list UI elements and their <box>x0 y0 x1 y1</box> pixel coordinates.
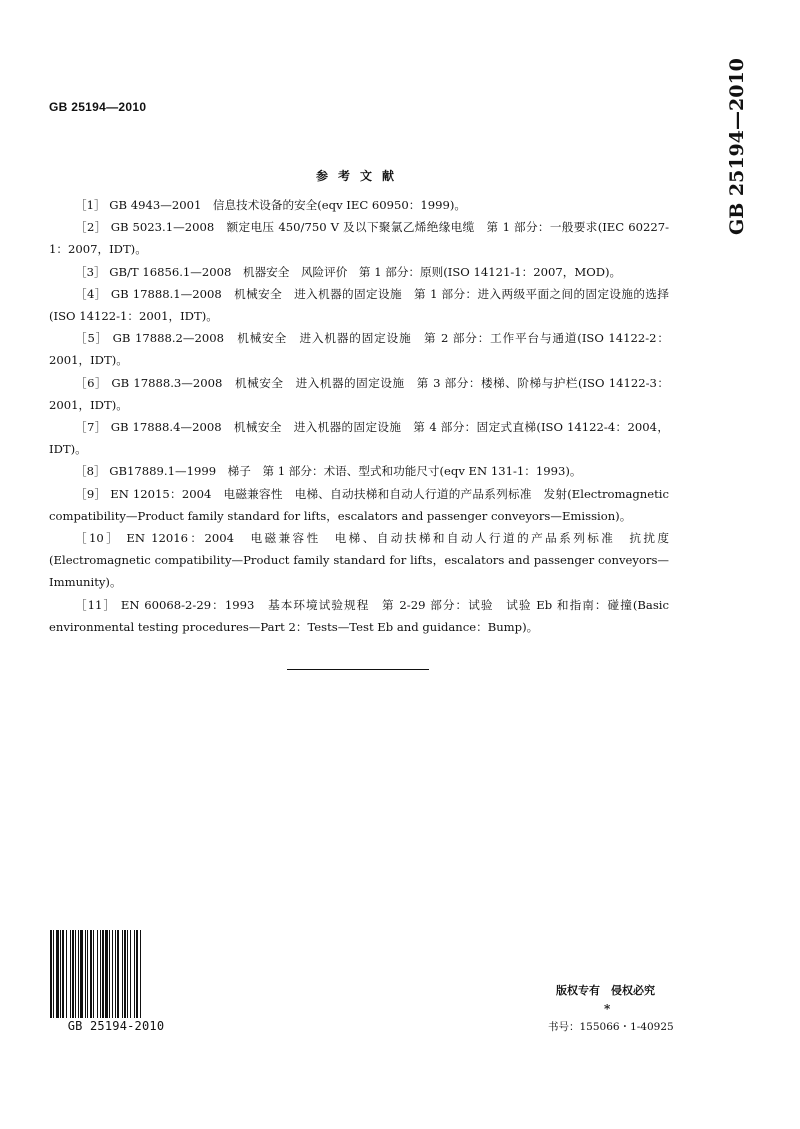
reference-item: ［5］ GB 17888.2—2008 机械安全 进入机器的固定设施 第 2 部分：工作平台与通道(ISO 14122-2：2001，IDT)。 <box>49 331 669 368</box>
reference-item: ［2］ GB 5023.1—2008 额定电压 450/750 V 及以下聚氯乙烯绝缘电缆 第 1 部分：一般要求(IEC 60227-1：2007，IDT)。 <box>49 220 669 257</box>
barcode-caption: GB 25194-2010 <box>67 1019 165 1033</box>
reference-item: ［9］ EN 12015：2004 电磁兼容性 电梯、自动扶梯和自动人行道的产品系列标准 发射(Electromagnetic compatibility—Product family standard for lifts，escalators and passenger conveyors—Emission)。 <box>49 486 669 523</box>
reference-item: ［11］ EN 60068-2-29：1993 基本环境试验规程 第 2-29 部分：试验 试验 Eb 和指南：碰撞(Basic environmental testing procedures—Part 2：Tests—Test Eb and guidance：Bump)。 <box>49 597 669 634</box>
reference-item: ［6］ GB 17888.3—2008 机械安全 进入机器的固定设施 第 3 部分：楼梯、阶梯与护栏(ISO 14122-3：2001，IDT)。 <box>49 375 669 412</box>
reference-list <box>49 194 669 638</box>
barcode-icon <box>49 930 183 1018</box>
header-standard-code: GB 25194—2010 <box>49 100 147 114</box>
barcode-block <box>49 930 183 1033</box>
reference-item: ［10］ EN 12016：2004 电磁兼容性 电梯、自动扶梯和自动人行道的产品系列标准 抗扰度(Electromagnetic compatibility—Product family standard for lifts，escalators and passenger conveyors—Immunity)。 <box>49 531 669 590</box>
reference-item: ［8］ GB17889.1—1999 梯子 第 1 部分：术语、型式和功能尺寸(eqv EN 131-1：1993)。 <box>75 464 582 479</box>
reference-item: ［3］ GB/T 16856.1—2008 机器安全 风险评价 第 1 部分：原则(ISO 14121-1：2007，MOD)。 <box>75 264 622 279</box>
reference-item: ［1］ GB 4943—2001 信息技术设备的安全(eqv IEC 60950：1999)。 <box>75 198 466 212</box>
copyright-notice: 版权专有 侵权必究 <box>556 984 655 997</box>
reference-item: ［7］ GB 17888.4—2008 机械安全 进入机器的固定设施 第 4 部分：固定式直梯(ISO 14122-4：2004，IDT)。 <box>49 420 669 457</box>
references-title: 参考文献 <box>315 169 404 183</box>
end-rule-divider <box>287 669 429 670</box>
reference-item: ［4］ GB 17888.1—2008 机械安全 进入机器的固定设施 第 1 部分：进入两级平面之间的固定设施的选择(ISO 14122-1：2001，IDT)。 <box>49 286 669 324</box>
star-mark: * <box>604 1002 611 1016</box>
side-standard-code: GB 25194—2010 <box>726 58 748 235</box>
book-number: 书号：155066・1-40925 <box>548 1021 674 1033</box>
